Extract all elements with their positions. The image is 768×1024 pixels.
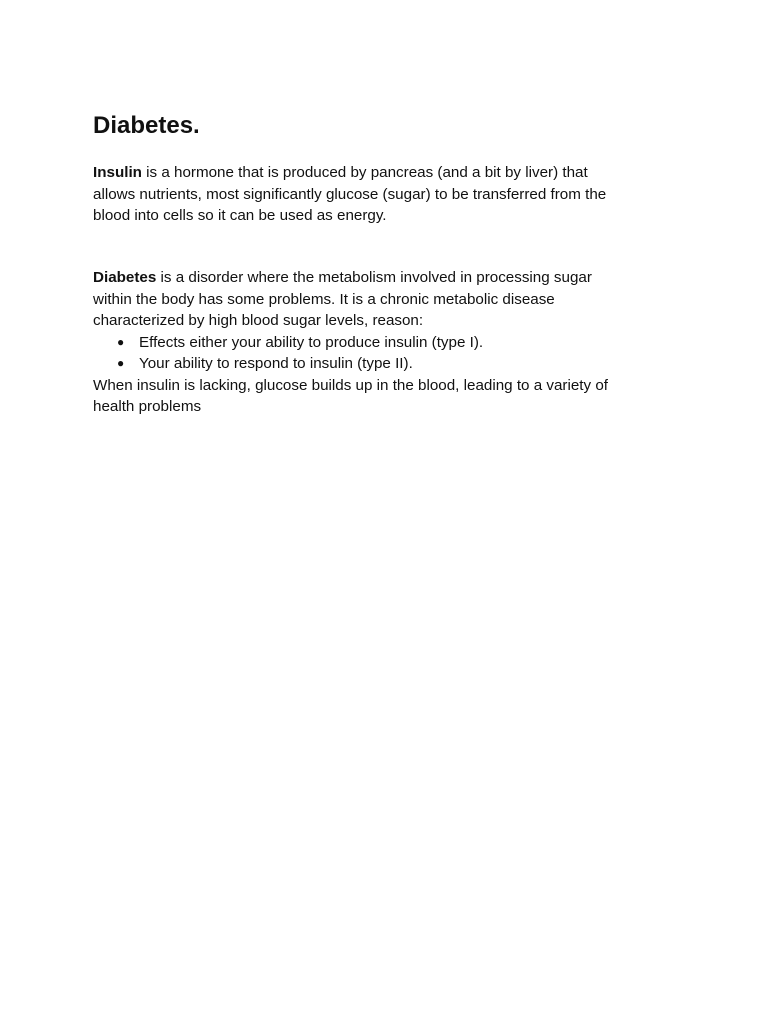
list-item-text: Effects either your ability to produce insulin (type I). — [139, 333, 484, 351]
closing-text-line2: health problems — [93, 398, 202, 415]
diabetes-section — [93, 267, 683, 418]
insulin-text-line2: allows nutrients, most significantly glucose (sugar) to be transferred from the — [93, 185, 607, 203]
diabetes-text-line3: characterized by high blood sugar levels, reason: — [93, 312, 424, 329]
insulin-term: Insulin — [93, 164, 142, 181]
closing-paragraph — [93, 375, 683, 418]
list-item-text: Your ability to respond to insulin (type II). — [139, 355, 413, 372]
diabetes-term: Diabetes — [93, 269, 157, 286]
insulin-paragraph — [93, 162, 683, 227]
bullet-icon: ● — [117, 334, 125, 349]
list-item — [93, 332, 683, 354]
bullet-icon: ● — [117, 356, 125, 370]
insulin-text-line3: blood into cells so it can be used as energy. — [93, 207, 387, 224]
reasons-list — [93, 332, 683, 375]
list-item — [93, 353, 683, 375]
insulin-text-line1: is a hormone that is produced by pancreas (and a bit by liver) that — [141, 164, 588, 181]
document-title: Diabetes. — [93, 112, 200, 139]
diabetes-text-line2: within the body has some problems. It is a chronic metabolic disease — [93, 290, 555, 308]
diabetes-text-line1: is a disorder where the metabolism involved in processing sugar — [156, 269, 592, 286]
closing-text-line1: When insulin is lacking, glucose builds up in the blood, leading to a variety of — [93, 376, 608, 394]
diabetes-paragraph — [93, 267, 683, 332]
